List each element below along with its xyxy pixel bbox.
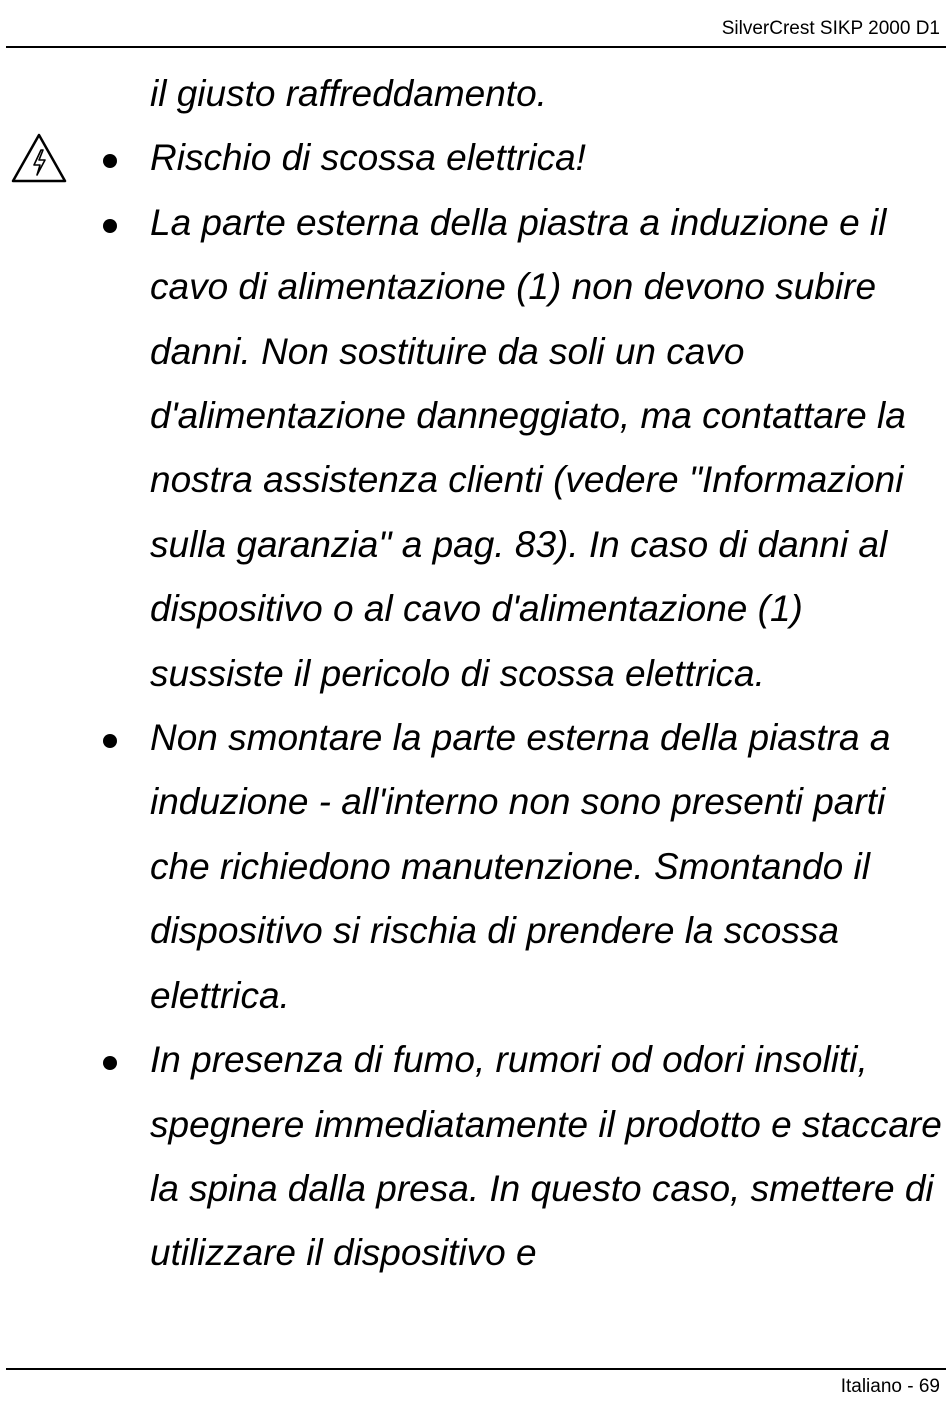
page-number: Italiano - 69 — [840, 1376, 940, 1397]
list-item — [0, 126, 950, 190]
footer-rule — [6, 1368, 946, 1370]
bullet-icon — [103, 734, 117, 748]
continuation-text: il giusto raffreddamento. — [150, 73, 547, 114]
list-item — [0, 706, 950, 1028]
list-item-text: La parte esterna della piastra a induzione e il cavo di alimentazione (1) non devono subire danni. Non sostituire da soli un cavo d'alimentazione danneggiato, ma contattare la nostra assistenza clienti (vedere "Informazioni sulla garanzia" a pag. 83). In caso di danni al dispositivo o al cavo d'alimentazione (1) sussiste il pericolo di scossa elettrica. — [150, 201, 906, 694]
header-rule — [6, 46, 946, 48]
list-item-text: Rischio di scossa elettrica! — [150, 137, 586, 179]
bullet-icon — [103, 154, 117, 168]
bullet-icon — [103, 219, 117, 233]
list-item — [0, 1028, 950, 1286]
list-item-text: Non smontare la parte esterna della piastra a induzione - all'interno non sono presenti parti che richiedono manutenzione. Smontando il dispositivo si rischia di prendere la scossa elettrica. — [150, 717, 891, 1016]
running-header: SilverCrest SIKP 2000 D1 — [721, 18, 940, 39]
bullet-icon — [103, 1056, 117, 1070]
list-item-text: In presenza di fumo, rumori od odori insoliti, spegnere immediatamente il prodotto e staccare la spina dalla presa. In questo caso, smettere di utilizzare il dispositivo e — [150, 1039, 942, 1274]
document-body — [0, 62, 950, 1286]
list-item — [0, 191, 950, 706]
